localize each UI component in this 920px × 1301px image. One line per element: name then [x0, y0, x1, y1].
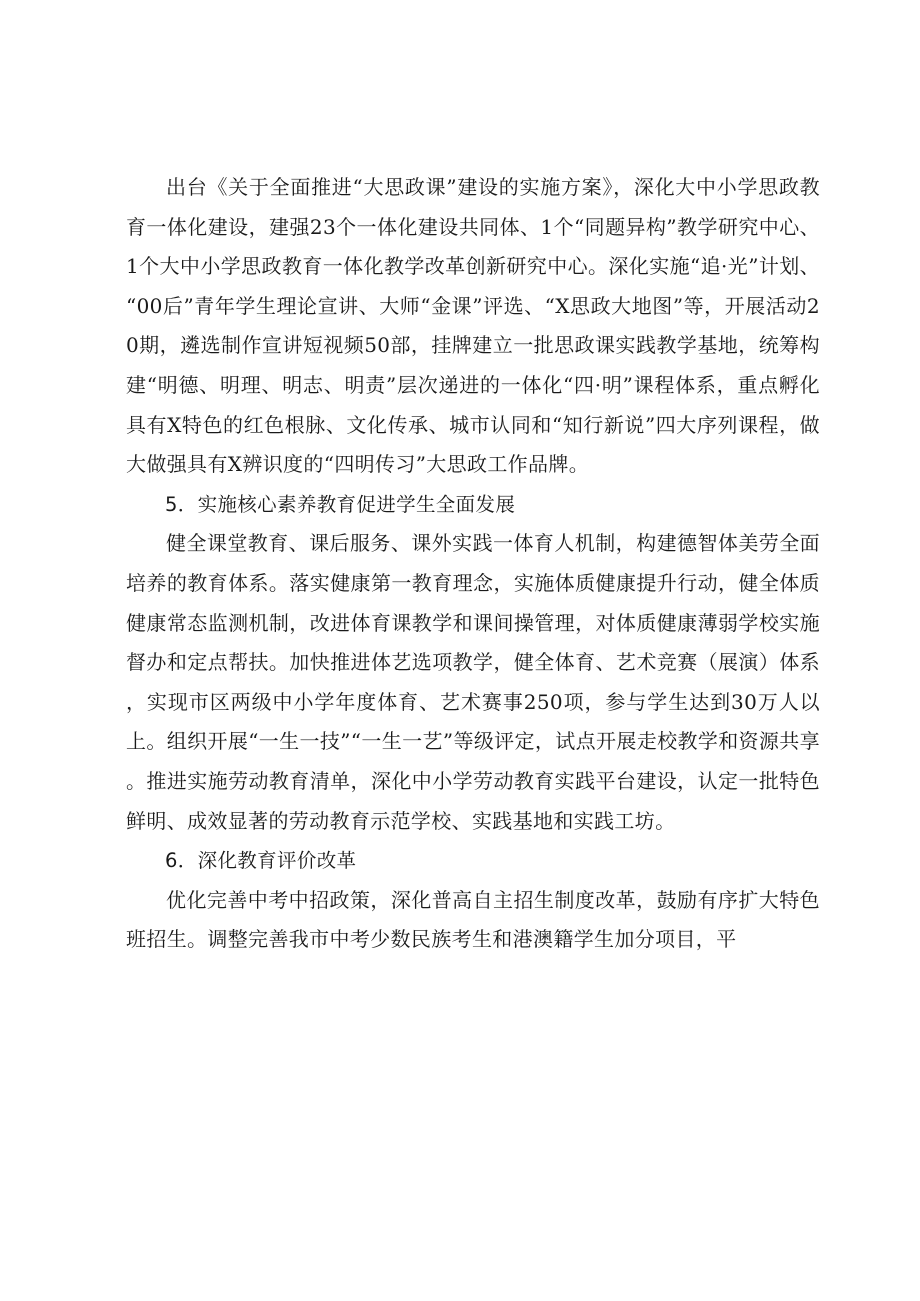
paragraph-core-literacy: 健全课堂教育、课后服务、课外实践一体育人机制，构建德智体美劳全面培养的教育体系。落实健康第一教育理念，实施体质健康提升行动，健全体质健康常态监测机制，改进体育课教学和课间操管理，对体质健康薄弱学校实施督办和定点帮扶。加快推进体艺选项教学，健全体育、艺术竞赛（展演）体系，实现市区两级中小学年度体育、艺术赛事250项，参与学生达到30万人以上。组织开展“一生一技”“一生一艺”等级评定，试点开展走校教学和资源共享。推进实施劳动教育清单，深化中小学劳动教育实践平台建设，认定一批特色鲜明、成效显著的劳动教育示范学校、实践基地和实践工坊。 [126, 531, 820, 833]
document-body [126, 168, 820, 960]
paragraph-evaluation-reform: 优化完善中考中招政策，深化普高自主招生制度改革，鼓励有序扩大特色班招生。调整完善我市中考少数民族考生和港澳籍学生加分项目，平 [126, 887, 820, 952]
section-heading-6: 6．深化教育评价改革 [165, 849, 357, 873]
paragraph-ideological-education: 出台《关于全面推进“大思政课”建设的实施方案》，深化大中小学思政教育一体化建设，建强23个一体化建设共同体、1个“同题异构”教学研究中心、1个大中小学思政教育一体化教学改革创新研究中心。深化实施“追·光”计划、“00后”青年学生理论宣讲、大师“金课”评选、“X思政大地图”等，开展活动20期，遴选制作宣讲短视频50部，挂牌建立一批思政课实践教学基地，统筹构建“明德、明理、明志、明责”层次递进的一体化“四·明”课程体系，重点孵化具有X特色的红色根脉、文化传承、城市认同和“知行新说”四大序列课程，做大做强具有X辨识度的“四明传习”大思政工作品牌。 [126, 175, 820, 477]
section-heading-5: 5．实施核心素养教育促进学生全面发展 [165, 492, 516, 516]
